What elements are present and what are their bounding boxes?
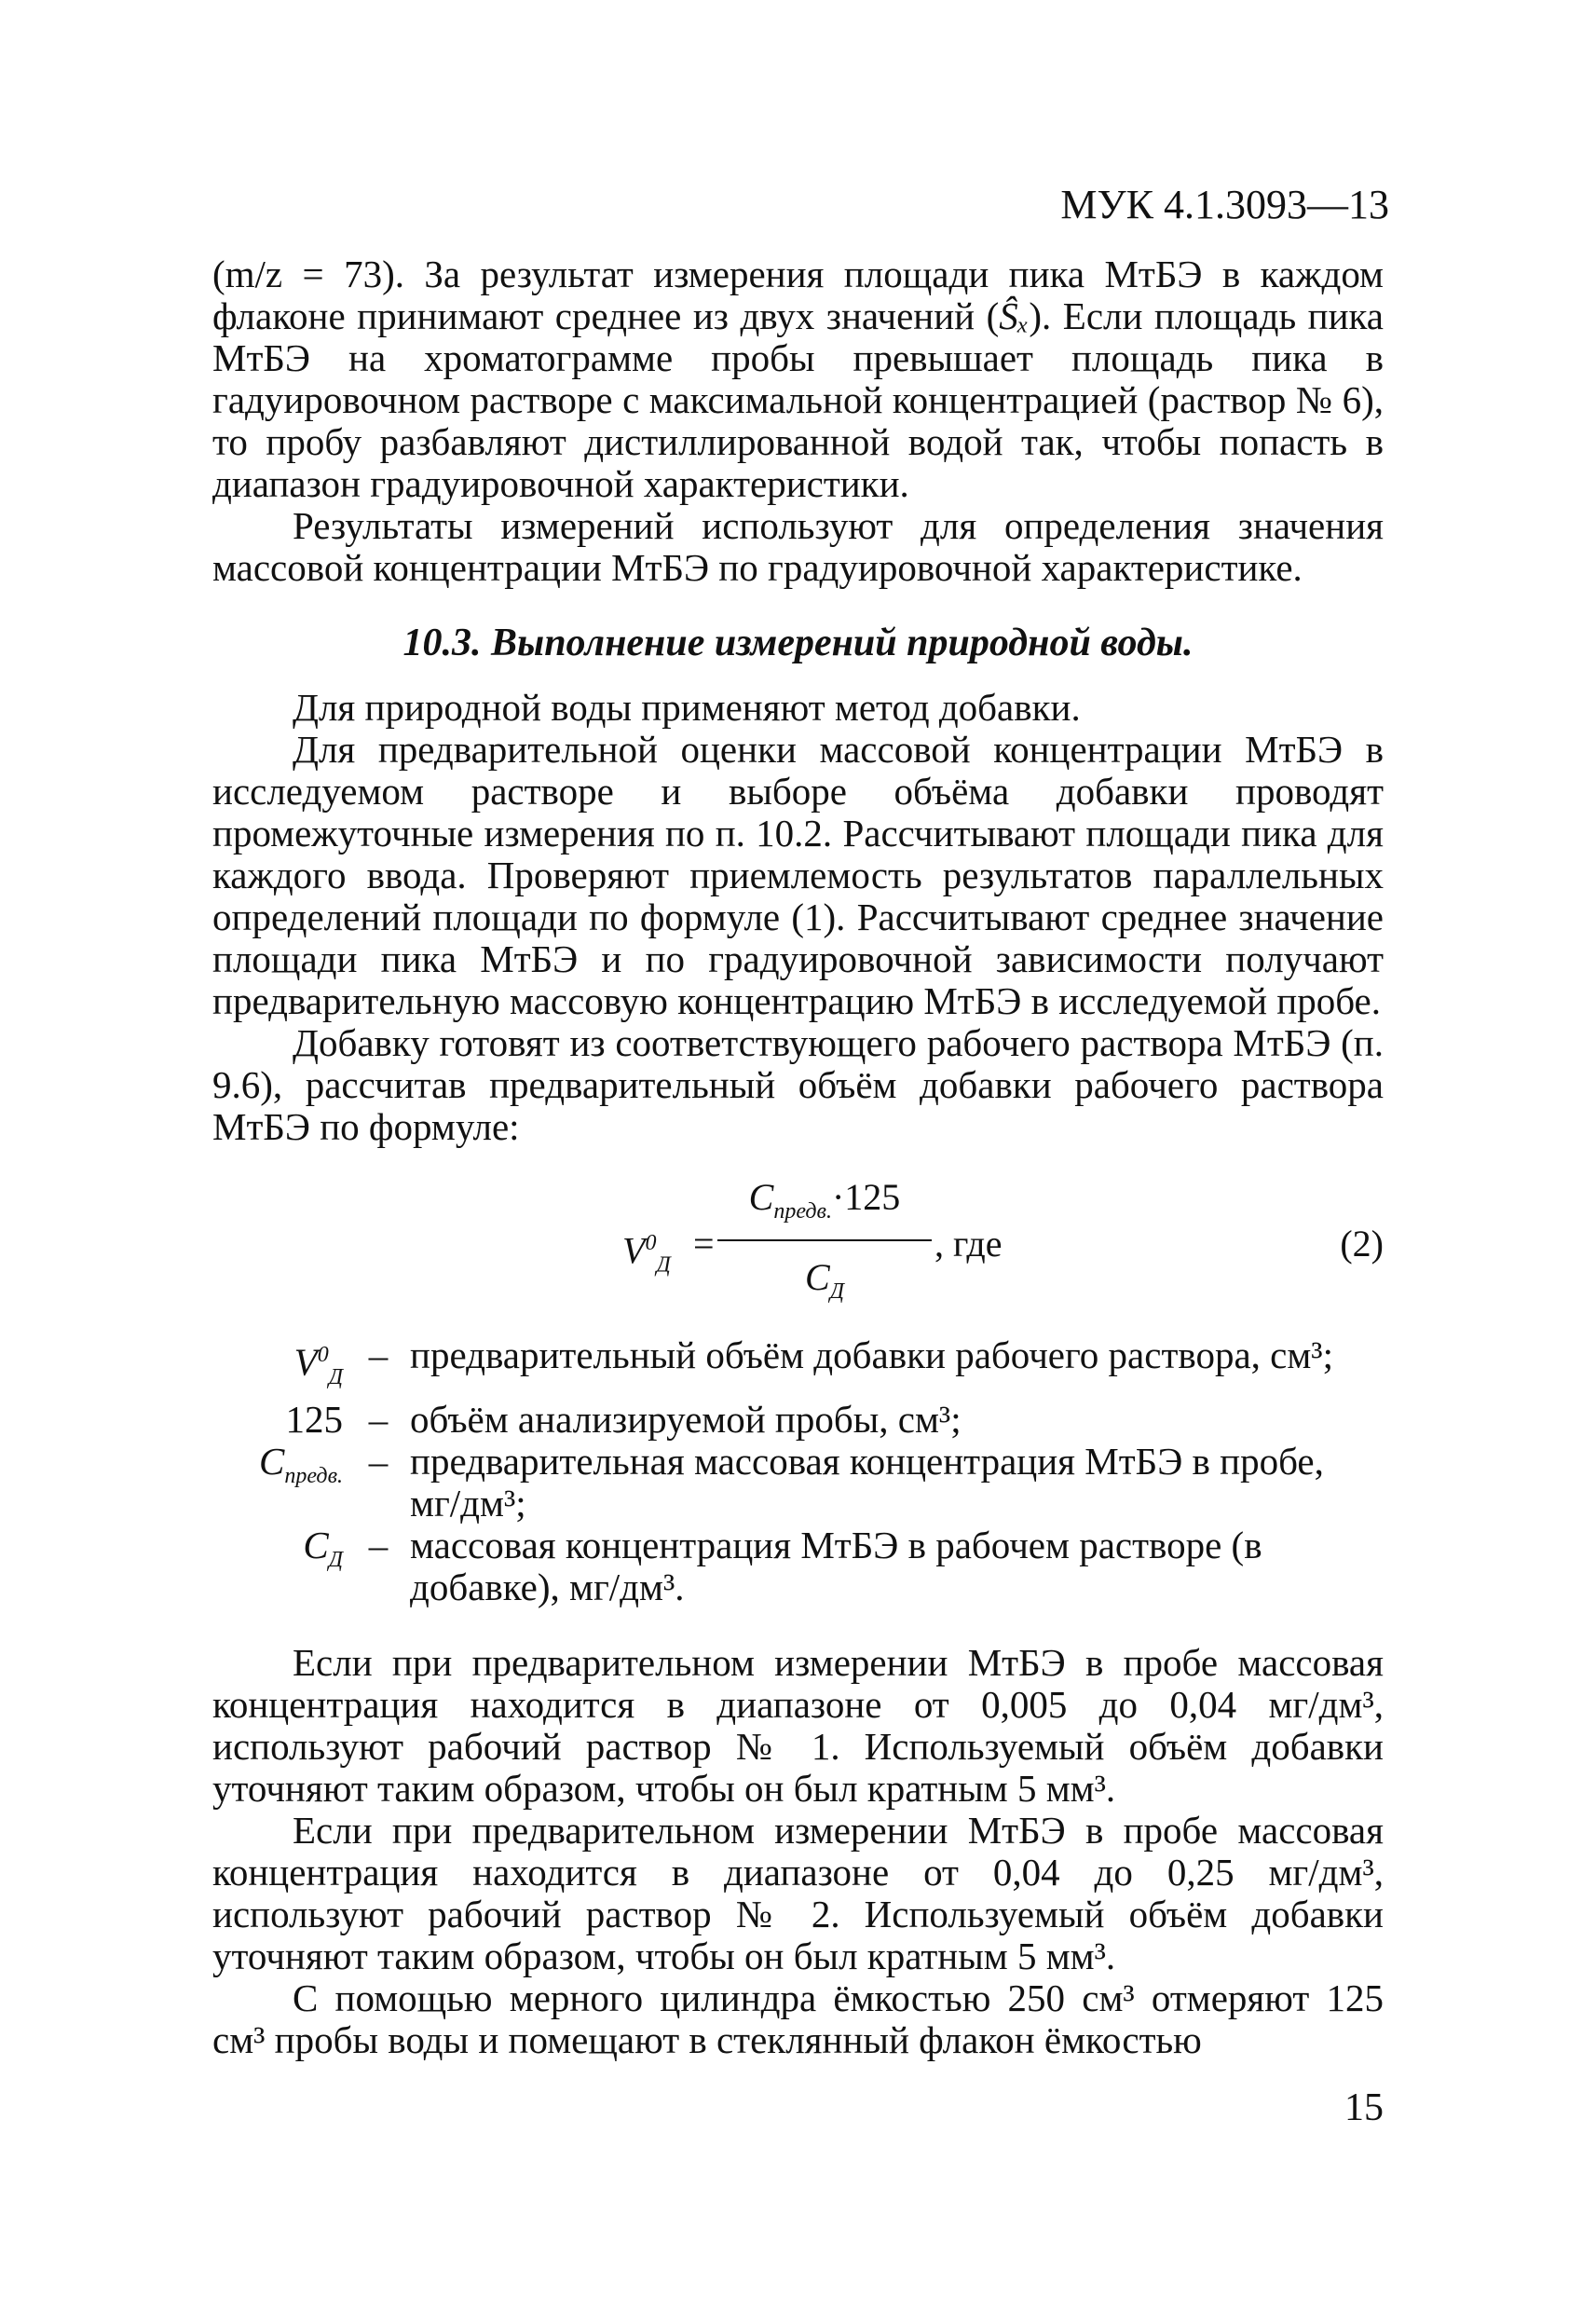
definition-text: предварительный объём добавки рабочего раствора, см³; bbox=[410, 1333, 1333, 1376]
formula-den-base: C bbox=[805, 1256, 830, 1298]
formula-2 bbox=[212, 1176, 1384, 1316]
document-code-header: МУК 4.1.3093—13 bbox=[1060, 182, 1389, 227]
formula-den-sub: Д bbox=[829, 1279, 844, 1304]
formula-num-base: C bbox=[748, 1176, 774, 1218]
page-number: 15 bbox=[1344, 2086, 1384, 2129]
section-heading: 10.3. Выполнение измерений природной воды. bbox=[402, 622, 1194, 664]
formula-numerator bbox=[717, 1176, 932, 1233]
paragraph-area-result-end: ). Если площадь пика МтБЭ на хроматограмме пробы превышает площадь пика в гадуировочном растворе с максимальной концентрацией (раствор № 6), то пробу разбавляют дистиллированной водой так, чтобы попасть в диапазон градуировочной характеристики. bbox=[212, 294, 1385, 505]
paragraph-preliminary-estimate: Для предварительной оценки массовой концентрации МтБЭ в исследуемом растворе и выборе объёма добавки проводят промежуточные измерения по п. 10.2. Рассчитывают площади пика для каждого ввода. Проверяют приемлемость результатов параллельных определений площади по формуле (1). Рассчитывают среднее значение площади пика МтБЭ и по градуировочной зависимости получают предварительную массовую концентрацию МтБЭ в исследуемой пробе. bbox=[212, 728, 1384, 1022]
formula-number: (2) bbox=[1340, 1223, 1384, 1265]
definition-symbol bbox=[212, 1525, 360, 1581]
def-sym-base: C bbox=[303, 1523, 329, 1566]
formula-equals: = bbox=[693, 1223, 715, 1265]
def-sym-base: V bbox=[293, 1340, 318, 1384]
paragraph-area-result-start: (m/z = 73). За результат измерения площади пика МтБЭ в каждом флаконе принимают среднее из двух значений ( bbox=[212, 253, 1384, 337]
def-sym-sup: 0 bbox=[317, 1343, 329, 1367]
definition-dash: – bbox=[368, 1397, 389, 1441]
fraction-bar bbox=[717, 1239, 932, 1241]
formula-num-sub: предв. bbox=[773, 1199, 832, 1224]
definition-text: объём анализируемой пробы, см³; bbox=[410, 1397, 962, 1441]
definition-v0 bbox=[212, 1334, 1384, 1399]
formula-denominator bbox=[717, 1256, 932, 1313]
formula-num-factor: ·125 bbox=[831, 1176, 901, 1218]
definition-dash: – bbox=[368, 1333, 389, 1376]
formula-lhs bbox=[622, 1223, 671, 1286]
formula-where: , где bbox=[934, 1223, 1003, 1265]
definition-125 bbox=[212, 1399, 1384, 1441]
paragraph-working-solution-1: Если при предварительном измерении МтБЭ в пробе массовая концентрация находится в диапазоне от 0,005 до 0,04 мг/дм³, используют рабочий раствор № 1. Используемый объём добавки уточняют таким образом, чтобы он был кратным 5 мм³. bbox=[212, 1640, 1384, 1810]
paragraph-results-usage: Результаты измерений используют для определения значения массовой концентрации МтБЭ по градуировочной характеристике. bbox=[212, 504, 1384, 589]
formula-expression bbox=[622, 1176, 1014, 1316]
page-content bbox=[212, 253, 1384, 2061]
def-sym-sub: Д bbox=[328, 1364, 343, 1389]
def-sym-base: C bbox=[259, 1439, 285, 1483]
paragraph-sample-measure: С помощью мерного цилиндра ёмкостью 250 см³ отмеряют 125 см³ пробы воды и помещают в стеклянный флакон ёмкостью bbox=[212, 1976, 1384, 2061]
definitions-list bbox=[212, 1334, 1384, 1608]
definition-c-prelim bbox=[212, 1441, 1384, 1525]
paragraph-addition-method: Для природной воды применяют метод добавки. bbox=[293, 686, 1081, 729]
definition-symbol: 125 bbox=[285, 1397, 343, 1441]
formula-lhs-sup: 0 bbox=[645, 1231, 657, 1255]
definition-dash: – bbox=[368, 1439, 389, 1483]
definition-symbol bbox=[212, 1334, 360, 1399]
definition-text: массовая концентрация МтБЭ в рабочем растворе (в добавке), мг/дм³. bbox=[410, 1523, 1262, 1608]
definition-c-d bbox=[212, 1525, 1384, 1608]
definition-text: предварительная массовая концентрация МтБЭ в пробе, мг/дм³; bbox=[410, 1439, 1324, 1525]
paragraph-addition-prep: Добавку готовят из соответствующего рабочего раствора МтБЭ (п. 9.6), рассчитав предварительный объём добавки рабочего раствора МтБЭ по формуле: bbox=[212, 1021, 1384, 1148]
definition-dash: – bbox=[368, 1523, 389, 1566]
paragraph-working-solution-2: Если при предварительном измерении МтБЭ в пробе массовая концентрация находится в диапазоне от 0,04 до 0,25 мг/дм³, используют рабочий раствор № 2. Используемый объём добавки уточняют таким образом, чтобы он был кратным 5 мм³. bbox=[212, 1808, 1384, 1977]
after-definitions bbox=[212, 1642, 1384, 2061]
def-sym-sub: предв. bbox=[284, 1464, 343, 1489]
mean-area-symbol: Ŝₓ bbox=[999, 294, 1030, 337]
formula-lhs-base: V bbox=[622, 1229, 646, 1272]
paragraph-area-result bbox=[212, 253, 1384, 505]
definition-symbol bbox=[212, 1441, 360, 1497]
def-sym-sub: Д bbox=[328, 1548, 343, 1573]
formula-lhs-sub: Д bbox=[656, 1252, 671, 1278]
